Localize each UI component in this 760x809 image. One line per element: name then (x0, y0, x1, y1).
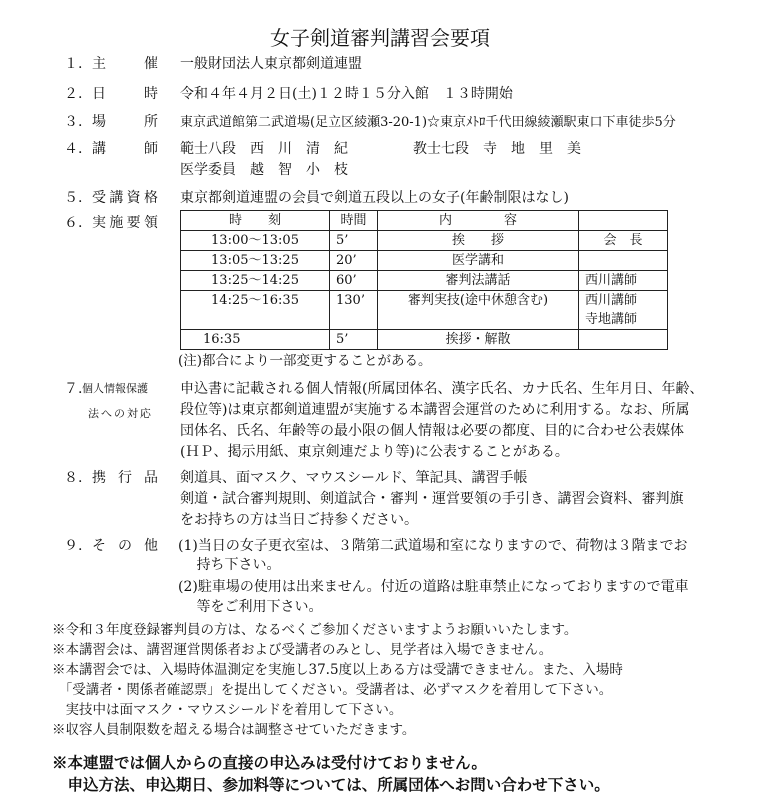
item-number: ２. (64, 86, 83, 102)
row-duration: 130’ (330, 291, 378, 330)
row-time: 16:35 (181, 330, 330, 350)
instructor-1: 範士八段 西 川 清 紀 (180, 141, 348, 157)
row-content: 挨 拶 (378, 231, 579, 251)
row-content: 医学講和 (378, 251, 579, 271)
row-person (579, 330, 668, 350)
header-person (579, 211, 668, 231)
schedule-table (180, 210, 668, 350)
item-number: ３. (64, 114, 83, 130)
note-line: ※本講習会は、講習運営関係者および受講者のみとし、見学者は入場できません。 (52, 642, 553, 658)
item-number: ７. (64, 381, 83, 397)
page-title: 女子剣道審判講習会要項 (270, 26, 490, 50)
note-line: ※令和３年度登録審判員の方は、なるべくご参加くださいますようお願いいたします。 (52, 622, 578, 638)
header-content: 内 容 (378, 211, 579, 231)
footer-line: ※本連盟では個人からの直接の申込みは受付けておりません。 (52, 753, 487, 772)
row-time: 13:05～13:25 (181, 251, 330, 271)
item-label-venue: 場 所 (92, 114, 158, 130)
item-number: ５. (64, 190, 83, 206)
row-person: 会 長 (579, 231, 668, 251)
other-line: (1)当日の女子更衣室は、３階第二武道場和室になりますので、荷物は３階までお (178, 538, 688, 554)
note-line: 「受講者・関係者確認票」を提出してください。受講者は、必ずマスクを着用して下さい。 (52, 682, 613, 698)
item-label-other: そ の 他 (92, 538, 158, 554)
row-duration: 60’ (330, 271, 378, 291)
datetime-value: 令和４年４月２日(土)１２時１５分入館 １３時開始 (180, 86, 513, 102)
venue-value: 東京武道館第二武道場(足立区綾瀬3-20-1)☆東京ﾒﾄﾛ千代田線綾瀬駅東口下車徒歩5分 (180, 115, 676, 130)
row-duration: 20’ (330, 251, 378, 271)
header-time: 時 刻 (181, 211, 330, 231)
table-row (181, 231, 668, 251)
belongings-line: をお持ちの方は当日ご持参ください。 (180, 512, 418, 528)
row-duration: 5’ (330, 330, 378, 350)
other-line: (2)駐車場の使用は出来ません。付近の道路は駐車禁止になっておりますので電車 (178, 579, 689, 595)
row-person-line: 西川講師 (585, 293, 638, 308)
instructor-3: 医学委員 越 智 小 枝 (180, 162, 348, 178)
row-time: 13:00～13:05 (181, 231, 330, 251)
privacy-line: 団体名、氏名、年齢等の最小限の個人情報は必要の都度、目的に合わせ公表媒体 (180, 423, 684, 439)
item-number: ８. (64, 470, 83, 486)
item-number: １. (64, 56, 83, 72)
item-label-schedule: 実 施 要 領 (92, 215, 158, 231)
table-row (181, 251, 668, 271)
item-label-instructors: 講 師 (92, 141, 158, 157)
item-label-organizer: 主 催 (92, 56, 158, 72)
table-row (181, 291, 668, 330)
row-content: 挨拶・解散 (378, 330, 579, 350)
note-line: ※収容人員制限数を超える場合は調整させていただきます。 (52, 722, 416, 738)
belongings-line: 剣道具、面マスク、マウスシールド、筆記具、講習手帳 (180, 470, 528, 486)
row-duration: 5’ (330, 231, 378, 251)
table-row (181, 330, 668, 350)
privacy-line: 段位等)は東京都剣道連盟が実施する本講習会運営のために利用する。なお、所属 (180, 402, 690, 418)
other-line: 持ち下さい。 (178, 557, 281, 573)
item-label-privacy: 個人情報保護 法への対応 (82, 382, 153, 420)
row-time: 14:25～16:35 (181, 291, 330, 330)
note-line: 実技中は面マスク・マウスシールドを着用して下さい。 (52, 702, 403, 718)
privacy-line: 申込書に記載される個人情報(所属団体名、漢字氏名、カナ氏名、生年月日、年齢、 (180, 381, 704, 397)
item-number: ６. (64, 215, 83, 231)
row-time: 13:25～14:25 (181, 271, 330, 291)
schedule-note: (注)都合により一部変更することがある。 (178, 353, 432, 369)
instructor-2: 教士七段 寺 地 里 美 (413, 141, 581, 157)
schedule-header-row (181, 211, 668, 231)
eligibility-value: 東京都剣道連盟の会員で剣道五段以上の女子(年齢制限はなし) (180, 190, 569, 206)
belongings-line: 剣道・試合審判規則、剣道試合・審判・運営要領の手引き、講習会資料、審判旗 (180, 491, 684, 507)
table-row (181, 271, 668, 291)
row-person (579, 291, 668, 330)
row-person (579, 251, 668, 271)
row-content: 審判実技(途中休憩含む) (378, 291, 579, 330)
other-line: 等をご利用下さい。 (178, 599, 323, 615)
row-person: 西川講師 (579, 271, 668, 291)
item-number: ９. (64, 538, 83, 554)
organizer-value: 一般財団法人東京都剣道連盟 (180, 56, 362, 72)
row-person-line: 寺地講師 (585, 312, 638, 327)
note-line: ※本講習会では、入場時体温測定を実施し37.5度以上ある方は受講できません。また、入場時 (52, 662, 623, 678)
item-label-belongings: 携 行 品 (92, 470, 158, 486)
footer-line: 申込方法、申込期日、参加料等については、所属団体へお問い合わせ下さい。 (52, 775, 610, 794)
row-content: 審判法講話 (378, 271, 579, 291)
header-duration: 時間 (330, 211, 378, 231)
privacy-line: (ＨＰ、掲示用紙、東京剣連だより等)に公表することがある。 (180, 444, 569, 460)
item-label-datetime: 日 時 (92, 86, 158, 102)
item-number: ４. (64, 141, 83, 157)
item-label-eligibility: 受 講 資 格 (92, 190, 158, 206)
